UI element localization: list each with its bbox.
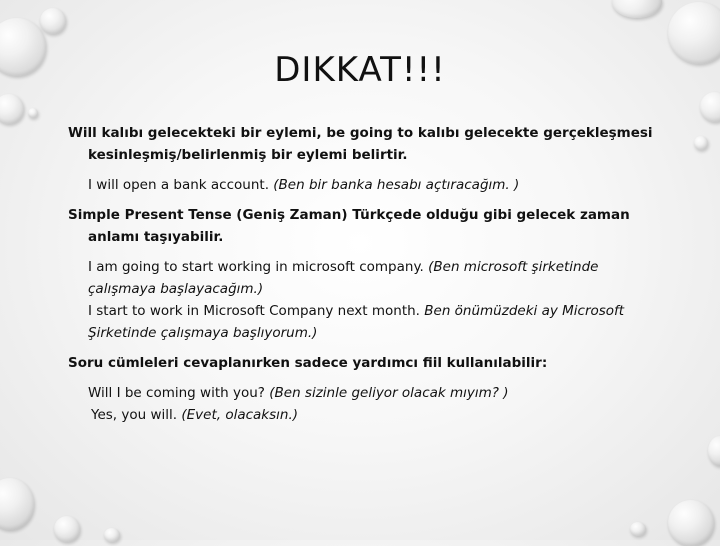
example-turkish: (Ben bir banka hesabı açtıracağım. ): [273, 177, 520, 193]
slide-title: DIKKAT!!!: [274, 50, 446, 90]
example-turkish: (Ben sizinle geliyor olacak mıyım? ): [269, 385, 509, 401]
example-english: Will I be coming with you?: [88, 385, 270, 401]
water-drop-decoration: [630, 522, 646, 536]
example-turkish: (Evet, olacaksın.): [181, 407, 299, 423]
example-english: I will open a bank account.: [88, 177, 274, 193]
water-drop-decoration: [668, 500, 714, 546]
example-sentence: [68, 300, 668, 344]
example-turkish: Ben önümüzdeki ay Microsoft Şirketinde çalışmaya başlıyorum.): [88, 303, 625, 341]
water-drop-decoration: [700, 92, 720, 122]
point-paragraph: Soru cümleleri cevaplanırken sadece yardımcı fiil kullanılabilir:: [68, 355, 548, 371]
example-sentence: [68, 256, 668, 300]
point-paragraph: Simple Present Tense (Geniş Zaman) Türkçede olduğu gibi gelecek zaman anlamı taşıyabilir.: [68, 207, 630, 245]
example-sentence: [68, 404, 668, 426]
water-drop-decoration: [708, 436, 720, 466]
water-drop-decoration: [0, 478, 34, 530]
example-sentence: [68, 174, 668, 196]
example-turkish: (Ben microsoft şirketinde çalışmaya başlayacağım.): [88, 259, 599, 297]
water-drop-decoration: [40, 8, 66, 34]
example-english: I am going to start working in microsoft company.: [88, 259, 429, 275]
example-english: I start to work in Microsoft Company next month.: [88, 303, 425, 319]
slide-content: [68, 122, 668, 426]
water-drop-decoration: [0, 94, 24, 124]
water-drop-decoration: [694, 136, 708, 150]
example-english: Yes, you will.: [91, 407, 182, 423]
water-drop-decoration: [54, 516, 80, 542]
intro-paragraph: Will kalıbı gelecekteki bir eylemi, be going to kalıbı gelecekte gerçekleşmesi kesinleşmiş/belirlenmiş bir eylemi belirtir.: [68, 125, 653, 163]
water-drop-decoration: [612, 0, 662, 18]
water-drop-decoration: [28, 108, 38, 118]
example-sentence: [68, 382, 668, 404]
